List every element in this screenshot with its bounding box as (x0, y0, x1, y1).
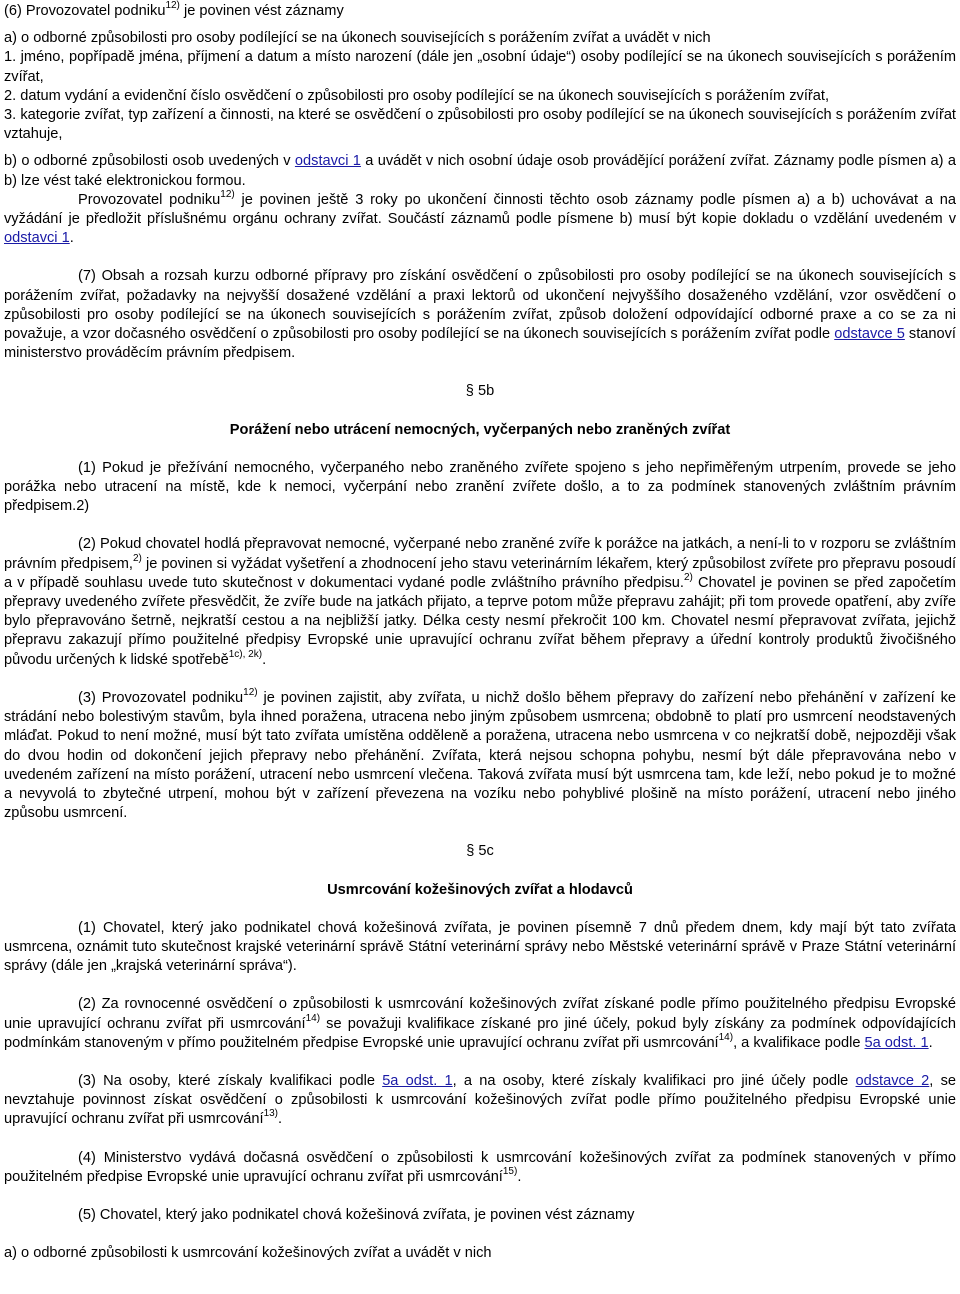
footnote-ref: 13) (263, 1108, 279, 1120)
link-odstavce-5[interactable]: odstavce 5 (834, 326, 905, 343)
paragraph-6-item-a: a) o odborné způsobilosti pro osoby podílející se na úkonech souvisejících s porážením zvířat a uvádět v nich (4, 30, 711, 47)
paragraph-6-item-2: 2. datum vydání a evidenční číslo osvědčení o způsobilosti pro osoby podílející se na úkonech souvisejících s porážením zvířat, (4, 87, 829, 104)
paragraph-6-item-3: 3. kategorie zvířat, typ zařízení a činnosti, na které se osvědčení o způsobilosti pro osoby podílející se na úkonech souvisejících s porážením zvířat vztahuje, (4, 107, 956, 143)
paragraph-6-item-b: b) o odborné způsobilosti osob uvedených v odstavci 1 a uvádět v nich osobní údaje osob provádějící porážení zvířat. Záznamy podle písmen a) a b) lze vést také elektronickou formou. (4, 153, 956, 189)
paragraph-6-retention: Provozovatel podniku$^{12)}$ je povinen ještě 3 roky po ukončení činnosti těchto osob záznamy podle písmen a) a b) uchovávat a na vyžádání je předložit příslušnému orgánu ochrany zvířat. Součástí záznamů podle písmene b) musí být kopie dokladu o vzdělání uvedeném v odstavci 1. (4, 188, 956, 247)
section-5c-paragraph-3: (3) Na osoby, které získaly kvalifikaci podle 5a odst. 1, a na osoby, které získaly kvalifikaci pro jiné účely podle odstavce 2, se nevztahuje povinnost získat osvědčení o způsobilosti k usmrcování kožešinových zvířat podle přímo použitelného předpisu Evropské unie upravující ochranu zvířat při usmrcování$^{13)}$. (4, 1072, 956, 1128)
paragraph-6-title: (6) Provozovatel podniku$^{12)}$ je povinen vést záznamy (4, 0, 344, 19)
link-5a-odst-1[interactable]: 5a odst. 1 (382, 1072, 453, 1089)
section-5c-paragraph-4: (4) Ministerstvo vydává dočasná osvědčení o způsobilosti k usmrcování kožešinových zvířat za podmínek stanovených v přímo použitelném předpise Evropské unie upravující ochranu zvířat při usmrcování$^{15)}$. (4, 1149, 956, 1185)
footnote-ref: 14) (718, 1031, 734, 1043)
footnote-ref: 15) (502, 1165, 518, 1177)
section-5c-paragraph-5: (5) Chovatel, který jako podnikatel chová kožešinová zvířata, je povinen vést záznamy (78, 1206, 635, 1223)
footnote-ref: 2) (683, 572, 693, 584)
section-5b-sign: § 5b (465, 383, 495, 400)
section-5b-heading: Porážení nebo utrácení nemocných, vyčerpaných nebo zraněných zvířat (229, 421, 731, 438)
section-5b-paragraph-2: (2) Pokud chovatel hodlá přepravovat nemocné, vyčerpané nebo zraněné zvíře k porážce na jatkách, a není-li to v rozporu se zvláštním právním předpisem,$^{2)}$ je povinen si vyžádat vyšetření a zhodnocení jeho stavu veterinárním lékařem, který způsobilost zvířete pro přepravu posoudí a v případě souhlasu uvede tuto skutečnost v dokumentaci vydané podle zvláštního právního předpisu.$^{2)}$ Chovatel je povinen se před započetím přepravy uvedeného zvířete přesvědčit, že zvíře bude na jatkách přijato, a teprve potom může přepravu zahájit; při tom provede opatření, aby zvíře bylo přepravováno šetrně, nejkratší cestou a na nejbližší jatky. Délka cesty nesmí překročit 100 km. Chovatel nesmí přepravovat zvířata, jejichž přepravu zakazují přímo použitelné předpisy Evropské unie upravující ochranu zvířat během přepravy a úřední kontroly produktů živočišného původu určených k lidské spotřebě$^{1c), 2k)}$. (4, 536, 957, 668)
section-5c-paragraph-5-item-a: a) o odborné způsobilosti k usmrcování kožešinových zvířat a uvádět v nich (4, 1245, 492, 1262)
footnote-ref: 12) (243, 687, 258, 699)
section-5c-heading: Usmrcování kožešinových zvířat a hlodavců (327, 881, 633, 898)
footnote-ref: 12) (220, 188, 235, 200)
paragraph-6-item-1: 1. jméno, popřípadě jména, příjmení a datum a místo narození (dále jen „osobní údaje“) osoby podílející se na úkonech souvisejících s porážením zvířat, (4, 49, 956, 85)
link-odstavci-1[interactable]: odstavci 1 (294, 153, 361, 170)
section-5b-paragraph-3: (3) Provozovatel podniku$^{12)}$ je povinen zajistit, aby zvířata, u nichž došlo během přepravy do zařízení nebo přehánění v zařízení ke strádání nebo bolestivým stavům, byla ihned poražena, utracena nebo jiným způsobem usmrcena; obdobně to platí pro usmrcení neodstavených mláďat. Pokud to není možné, musí být tato zvířata umístěna odděleně a poražena, utracena nebo usmrcena v co nejkratší době, nejpozději však do dvou hodin od dokončení jejich přepravy nebo přehánění. Zvířata, která nejsou schopna pohybu, nesmí být dále přepravována nebo v uvedeném zařízení na místo porážení, utracení nebo usmrcení vlečena. Taková zvířata musí být usmrcena tam, kde leží, nebo pokud je to možné a nevyvolá to zbytečné utrpení, mohou být v zařízení převezena na vozíku nebo pohyblivé plošině na místo porážení, utracení nebo jiného způsobu usmrcení. (4, 687, 956, 822)
footnote-ref: 14) (305, 1012, 321, 1024)
footnote-ref: 1c), 2k) (228, 648, 263, 660)
footnote-ref: 12) (165, 0, 180, 12)
link-odstavce-2[interactable]: odstavce 2 (855, 1072, 930, 1089)
link-odstavci-1[interactable]: odstavci 1 (4, 230, 70, 247)
section-5c-sign: § 5c (466, 843, 494, 860)
link-5a-odst-1[interactable]: 5a odst. 1 (864, 1034, 929, 1051)
section-5c-paragraph-2: (2) Za rovnocenné osvědčení o způsobilosti k usmrcování kožešinových zvířat získané podle přímo použitelného předpisu Evropské unie upravující ochranu zvířat při usmrcování$^{14)}$ se považuji kvalifikace získané pro jiné účely, pokud byly získány za podmínek odpovídajících podmínkám stanoveným v přímo použitelném předpise Evropské unie upravující ochranu zvířat při usmrcování$^{14)}$, a kvalifikace podle 5a odst. 1. (4, 996, 956, 1051)
section-5c-paragraph-1: (1) Chovatel, který jako podnikatel chová kožešinová zvířata, je povinen písemně 7 dnů předem dnem, kdy mají být tato zvířata usmrcena, oznámit tuto skutečnost krajské veterinární správě Státní veterinární správy nebo Městské veterinární správě v Praze Státní veterinární správy (dále jen „krajská veterinární správa“). (4, 919, 956, 975)
section-5b-paragraph-1: (1) Pokud je přežívání nemocného, vyčerpaného nebo zraněného zvířete spojeno s jeho nepřiměřeným utrpením, provede se jeho porážka nebo utracení na místě, kde k nemoci, vyčerpání nebo zranění zvířete došlo, a to za podmínek stanovených zvláštním právním předpisem.2) (4, 459, 956, 515)
paragraph-7: (7) Obsah a rozsah kurzu odborné přípravy pro získání osvědčení o způsobilosti pro osoby podílející se na úkonech souvisejících s porážením zvířat, požadavky na nejvyšší dosažené vzdělání a praxi lektorů od ukončení nejvyššího dosaženého vzdělání, vzor osvědčení o způsobilosti pro osoby podílející se na úkonech souvisejících s porážením zvířat, způsob doložení odpovídající odborné praxe a co se za ni považuje, a vzor dočasného osvědčení o způsobilosti pro osoby podílející se na úkonech souvisejících s porážením zvířat podle odstavce 5 stanoví ministerstvo prováděcím právním předpisem. (4, 268, 956, 362)
footnote-ref: 2) (133, 552, 142, 564)
